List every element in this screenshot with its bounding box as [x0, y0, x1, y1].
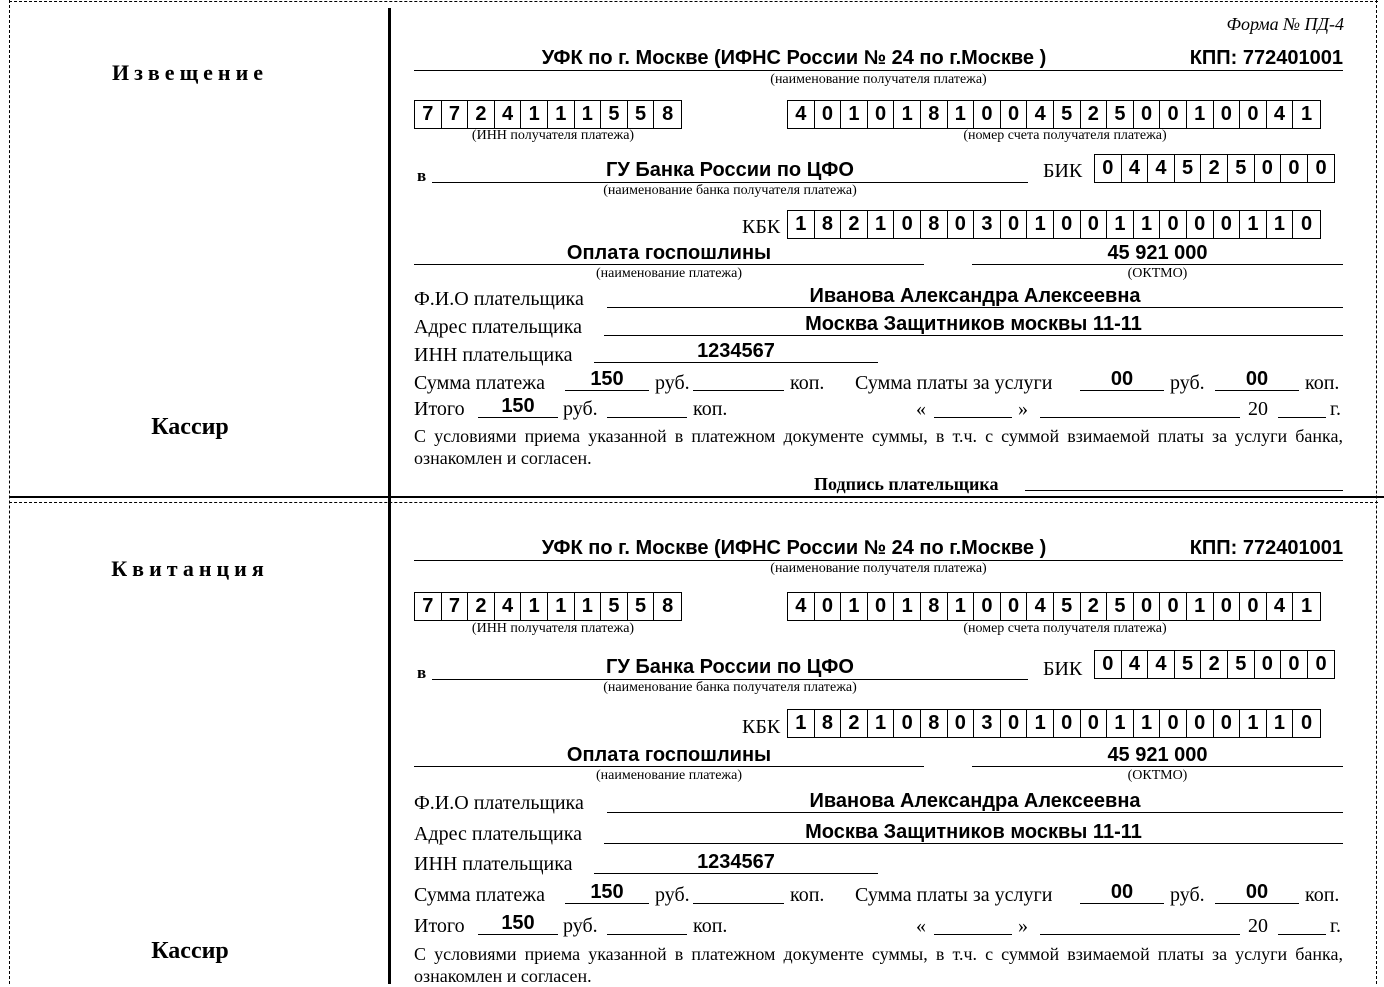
sum-rub-line: [565, 390, 649, 391]
kop-label: коп.: [790, 372, 825, 394]
recipient-line: [414, 70, 1343, 71]
account-digit: 4: [1027, 593, 1054, 620]
account-digit: 0: [974, 593, 1001, 620]
kbk-digit: 1: [1134, 710, 1161, 737]
kbk-digit: 8: [921, 710, 948, 737]
account-digit: 4: [788, 101, 815, 128]
account-digit: 5: [1107, 101, 1134, 128]
oktmo-value: 45 921 000: [1107, 242, 1208, 264]
bik-digit: 5: [1228, 155, 1255, 182]
bik-digit: 0: [1281, 155, 1308, 182]
kbk-digit: 0: [1187, 710, 1214, 737]
bik-digit: 0: [1255, 155, 1282, 182]
account-digit: 0: [1240, 593, 1267, 620]
inn-digit: 7: [442, 593, 469, 620]
bik-digit: 4: [1148, 651, 1175, 678]
inn-digit: 4: [495, 101, 522, 128]
date-quote-open: «: [916, 398, 926, 420]
account-digit: 1: [1301, 103, 1313, 125]
payment-name-line: [414, 264, 924, 265]
account-digit: 5: [1107, 593, 1134, 620]
bik-digit: 4: [1122, 155, 1149, 182]
fee-kop[interactable]: 00: [1245, 368, 1269, 390]
fee-kop-label: коп.: [1305, 884, 1340, 906]
kbk-digit: 0: [1160, 211, 1187, 238]
kbk-digit: 0: [1001, 710, 1028, 737]
sum-rub-line: [565, 903, 649, 904]
form-number: Форма № ПД-4: [1226, 14, 1344, 34]
total-label: Итого: [414, 915, 465, 937]
payer-fio[interactable]: Иванова Александра Алексеевна: [809, 790, 1141, 812]
kbk-digit: 1: [868, 211, 895, 238]
account-digit: 0: [868, 101, 895, 128]
address-label: Адрес плательщика: [414, 316, 583, 338]
fee-kop-line: [1215, 903, 1299, 904]
recipient-kpp: КПП: 772401001: [1189, 47, 1343, 69]
account-digit: 1: [948, 101, 975, 128]
inn-digit: 7: [415, 593, 442, 620]
payer-inn-label: ИНН плательщика: [414, 344, 573, 366]
inn-caption: (ИНН получателя платежа): [471, 128, 635, 143]
total-kop-line[interactable]: [607, 934, 687, 935]
kbk-digit: 1: [1267, 710, 1294, 737]
kbk-digit: 8: [815, 211, 842, 238]
fee-kop[interactable]: 00: [1245, 881, 1269, 903]
kbk-cells[interactable]: [787, 709, 1321, 738]
fee-kop-label: коп.: [1305, 372, 1340, 394]
kbk-cells[interactable]: [787, 210, 1321, 239]
account-digit: 1: [894, 593, 921, 620]
total-kop-label: коп.: [693, 398, 728, 420]
sum-label: Сумма платежа: [414, 884, 545, 906]
account-digit: 1: [1301, 595, 1313, 617]
bik-digit: 0: [1315, 157, 1327, 179]
inn-digit: 5: [628, 593, 655, 620]
kbk-digit: 1: [788, 710, 815, 737]
bik-digit: 2: [1201, 155, 1228, 182]
kbk-digit: 8: [815, 710, 842, 737]
payer-inn[interactable]: 1234567: [697, 340, 775, 362]
payer-inn-label: ИНН плательщика: [414, 853, 573, 875]
recipient-name: УФК по г. Москве (ИФНС России № 24 по г.Москве ): [541, 47, 1047, 69]
recipient-caption: (наименование получателя платежа): [770, 561, 987, 576]
signature-label: Подпись плательщика: [814, 474, 999, 494]
inn-digit: 8: [662, 595, 674, 617]
payer-address[interactable]: Москва Защитников москвы 11-11: [805, 313, 1142, 335]
date-quote-close: »: [1018, 915, 1028, 937]
kbk-digit: 0: [1001, 211, 1028, 238]
payment-name-caption: (наименование платежа): [596, 768, 742, 783]
date-month-line[interactable]: [1040, 934, 1240, 935]
kbk-digit: 1: [1027, 710, 1054, 737]
total-kop-label: коп.: [693, 915, 728, 937]
fee-rub[interactable]: 00: [1110, 881, 1134, 903]
kop-label: коп.: [790, 884, 825, 906]
year-suffix: г.: [1330, 915, 1341, 937]
kbk-digit: 1: [1027, 211, 1054, 238]
fee-rub-label: руб.: [1170, 372, 1205, 394]
kbk-digit: 0: [1214, 211, 1241, 238]
kbk-digit: 0: [894, 710, 921, 737]
account-digit: 5: [1054, 101, 1081, 128]
bank-name: ГУ Банка России по ЦФО: [606, 159, 854, 181]
inn-digit: 5: [601, 593, 628, 620]
date-day-line[interactable]: [934, 417, 1012, 418]
address-label: Адрес плательщика: [414, 823, 583, 845]
account-digit: 0: [1001, 593, 1028, 620]
sum-kop-line[interactable]: [693, 390, 784, 391]
bik-digit: 5: [1228, 651, 1255, 678]
bik-digit: 0: [1281, 651, 1308, 678]
inn-digit: 5: [601, 101, 628, 128]
kbk-digit: 0: [1160, 710, 1187, 737]
kbk-digit: 0: [1081, 710, 1108, 737]
inn-digit: 8: [662, 103, 674, 125]
bik-digit: 0: [1095, 651, 1122, 678]
account-digit: 1: [1187, 593, 1214, 620]
account-digit: 0: [974, 101, 1001, 128]
account-digit: 1: [948, 593, 975, 620]
inn-digit: 2: [468, 101, 495, 128]
inn-digit: 1: [575, 593, 602, 620]
oktmo-value: 45 921 000: [1107, 744, 1208, 766]
inn-digit: 4: [495, 593, 522, 620]
bik-cells[interactable]: [1094, 154, 1335, 183]
account-digit: 0: [1134, 101, 1161, 128]
date-month-line[interactable]: [1040, 417, 1240, 418]
kbk-label: КБК: [742, 716, 781, 738]
conditions-text: С условиями приема указанной в платежном документе суммы, в т.ч. с суммой взимаемой платы за услуги банка, ознакомлен и согласен.: [414, 944, 1343, 986]
year-suffix: г.: [1330, 398, 1341, 420]
sum-rub[interactable]: 150: [590, 881, 624, 903]
bik-digit: 2: [1201, 651, 1228, 678]
bank-caption: (наименование банка получателя платежа): [603, 183, 857, 198]
account-digit: 4: [1267, 101, 1294, 128]
recipient-caption: (наименование получателя платежа): [770, 72, 987, 87]
inn-digit: 1: [521, 101, 548, 128]
total-rub[interactable]: 150: [501, 912, 535, 934]
kbk-digit: 0: [948, 710, 975, 737]
signature-line[interactable]: [1025, 490, 1343, 491]
fee-kop-line: [1215, 390, 1299, 391]
inn-digit: 7: [442, 101, 469, 128]
fee-rub-line: [1080, 903, 1164, 904]
account-digit: 0: [1001, 101, 1028, 128]
payer-fio[interactable]: Иванова Александра Алексеевна: [809, 285, 1141, 307]
payment-name: Оплата госпошлины: [566, 744, 772, 766]
bik-digit: 4: [1148, 155, 1175, 182]
payment-name: Оплата госпошлины: [566, 242, 772, 264]
account-digit: 0: [1214, 593, 1241, 620]
oktmo-caption: (ОКТМО): [1127, 266, 1188, 281]
inn-digit: 1: [548, 101, 575, 128]
total-rub-label: руб.: [563, 398, 598, 420]
in-bank-label: в: [417, 166, 427, 185]
payer-inn-line: [594, 873, 878, 874]
bik-cells[interactable]: [1094, 650, 1335, 679]
account-digit: 0: [1134, 593, 1161, 620]
fee-label: Сумма платы за услуги: [855, 372, 1053, 394]
payment-name-caption: (наименование платежа): [596, 266, 742, 281]
kbk-label: КБК: [742, 216, 781, 238]
bank-name: ГУ Банка России по ЦФО: [606, 656, 854, 678]
inn-caption: (ИНН получателя платежа): [471, 621, 635, 636]
total-rub-line: [478, 417, 558, 418]
cashier-label: Кассир: [151, 938, 229, 964]
kbk-digit: 1: [1107, 710, 1134, 737]
oktmo-caption: (ОКТМО): [1127, 768, 1188, 783]
date-day-line[interactable]: [934, 934, 1012, 935]
fee-rub-line: [1080, 390, 1164, 391]
fio-label: Ф.И.О плательщика: [414, 288, 584, 310]
account-digit: 4: [1027, 101, 1054, 128]
account-digit: 2: [1081, 101, 1108, 128]
fio-label: Ф.И.О плательщика: [414, 792, 584, 814]
sum-label: Сумма платежа: [414, 372, 545, 394]
kbk-digit: 2: [841, 211, 868, 238]
sum-rub[interactable]: 150: [590, 368, 624, 390]
kbk-digit: 0: [1301, 712, 1313, 734]
payer-inn[interactable]: 1234567: [697, 851, 775, 873]
section-title: Квитанция: [111, 556, 269, 581]
account-digit: 8: [921, 101, 948, 128]
account-digit: 0: [1160, 101, 1187, 128]
bik-digit: 5: [1175, 155, 1202, 182]
total-rub-line: [478, 934, 558, 935]
account-digit: 5: [1054, 593, 1081, 620]
account-digit: 1: [841, 593, 868, 620]
bik-digit: 0: [1255, 651, 1282, 678]
inn-digit: 2: [468, 593, 495, 620]
kbk-digit: 1: [1134, 211, 1161, 238]
total-label: Итого: [414, 398, 465, 420]
fee-label: Сумма платы за услуги: [855, 884, 1053, 906]
sum-kop-line[interactable]: [693, 903, 784, 904]
kbk-digit: 0: [948, 211, 975, 238]
inn-digit: 1: [521, 593, 548, 620]
account-caption: (номер счета получателя платежа): [963, 128, 1167, 143]
kbk-digit: 1: [1267, 211, 1294, 238]
kbk-digit: 0: [1301, 213, 1313, 235]
total-rub-label: руб.: [563, 915, 598, 937]
date-quote-open: «: [916, 915, 926, 937]
kbk-digit: 1: [868, 710, 895, 737]
rub-label: руб.: [655, 884, 690, 906]
bik-digit: 0: [1315, 653, 1327, 675]
bik-label: БИК: [1043, 658, 1083, 680]
kbk-digit: 1: [1240, 710, 1267, 737]
date-year-line[interactable]: [1278, 934, 1326, 935]
oktmo-line: [972, 766, 1343, 767]
date-quote-close: »: [1018, 398, 1028, 420]
account-digit: 0: [1160, 593, 1187, 620]
inn-digit: 5: [628, 101, 655, 128]
kbk-digit: 0: [1214, 710, 1241, 737]
payment-name-line: [414, 766, 924, 767]
account-digit: 4: [788, 593, 815, 620]
kbk-digit: 1: [1240, 211, 1267, 238]
account-digit: 0: [815, 101, 842, 128]
total-rub[interactable]: 150: [501, 395, 535, 417]
section-title: Извещение: [111, 60, 269, 85]
fee-rub[interactable]: 00: [1110, 368, 1134, 390]
kbk-digit: 3: [974, 710, 1001, 737]
recipient-name: УФК по г. Москве (ИФНС России № 24 по г.Москве ): [541, 537, 1047, 559]
oktmo-line: [972, 264, 1343, 265]
account-digit: 1: [894, 101, 921, 128]
bik-label: БИК: [1043, 160, 1083, 182]
account-number-cells[interactable]: [787, 100, 1321, 129]
kbk-digit: 2: [841, 710, 868, 737]
recipient-inn-cells[interactable]: [414, 100, 682, 129]
address-line: [604, 335, 1343, 336]
account-digit: 0: [1240, 101, 1267, 128]
cashier-label: Кассир: [151, 414, 229, 440]
kbk-digit: 8: [921, 211, 948, 238]
address-line: [604, 843, 1343, 844]
inn-digit: 1: [548, 593, 575, 620]
year-prefix: 20: [1248, 398, 1268, 420]
account-number-cells[interactable]: [787, 592, 1321, 621]
date-year-line[interactable]: [1278, 417, 1326, 418]
inn-digit: 1: [575, 101, 602, 128]
payer-address[interactable]: Москва Защитников москвы 11-11: [805, 821, 1142, 843]
recipient-kpp: КПП: 772401001: [1189, 537, 1343, 559]
kbk-digit: 0: [1187, 211, 1214, 238]
bank-caption: (наименование банка получателя платежа): [603, 680, 857, 695]
account-digit: 4: [1267, 593, 1294, 620]
payer-inn-line: [594, 362, 878, 363]
kbk-digit: 0: [1054, 211, 1081, 238]
account-caption: (номер счета получателя платежа): [963, 621, 1167, 636]
bik-digit: 5: [1175, 651, 1202, 678]
fio-line: [607, 307, 1343, 308]
in-bank-label: в: [417, 663, 427, 682]
account-digit: 0: [868, 593, 895, 620]
account-digit: 8: [921, 593, 948, 620]
recipient-inn-cells[interactable]: [414, 592, 682, 621]
kbk-digit: 1: [1107, 211, 1134, 238]
kbk-digit: 0: [1054, 710, 1081, 737]
inn-digit: 7: [415, 101, 442, 128]
kbk-digit: 0: [894, 211, 921, 238]
account-digit: 0: [1214, 101, 1241, 128]
bik-digit: 0: [1095, 155, 1122, 182]
kbk-digit: 1: [788, 211, 815, 238]
account-digit: 1: [1187, 101, 1214, 128]
fee-rub-label: руб.: [1170, 884, 1205, 906]
account-digit: 1: [841, 101, 868, 128]
total-kop-line[interactable]: [607, 417, 687, 418]
conditions-text: С условиями приема указанной в платежном документе суммы, в т.ч. с суммой взимаемой платы за услуги банка, ознакомлен и согласен.: [414, 426, 1343, 468]
kbk-digit: 0: [1081, 211, 1108, 238]
kbk-digit: 3: [974, 211, 1001, 238]
account-digit: 0: [815, 593, 842, 620]
bik-digit: 4: [1122, 651, 1149, 678]
rub-label: руб.: [655, 372, 690, 394]
account-digit: 2: [1081, 593, 1108, 620]
fio-line: [607, 812, 1343, 813]
receipt-section: [0, 498, 1384, 984]
year-prefix: 20: [1248, 915, 1268, 937]
